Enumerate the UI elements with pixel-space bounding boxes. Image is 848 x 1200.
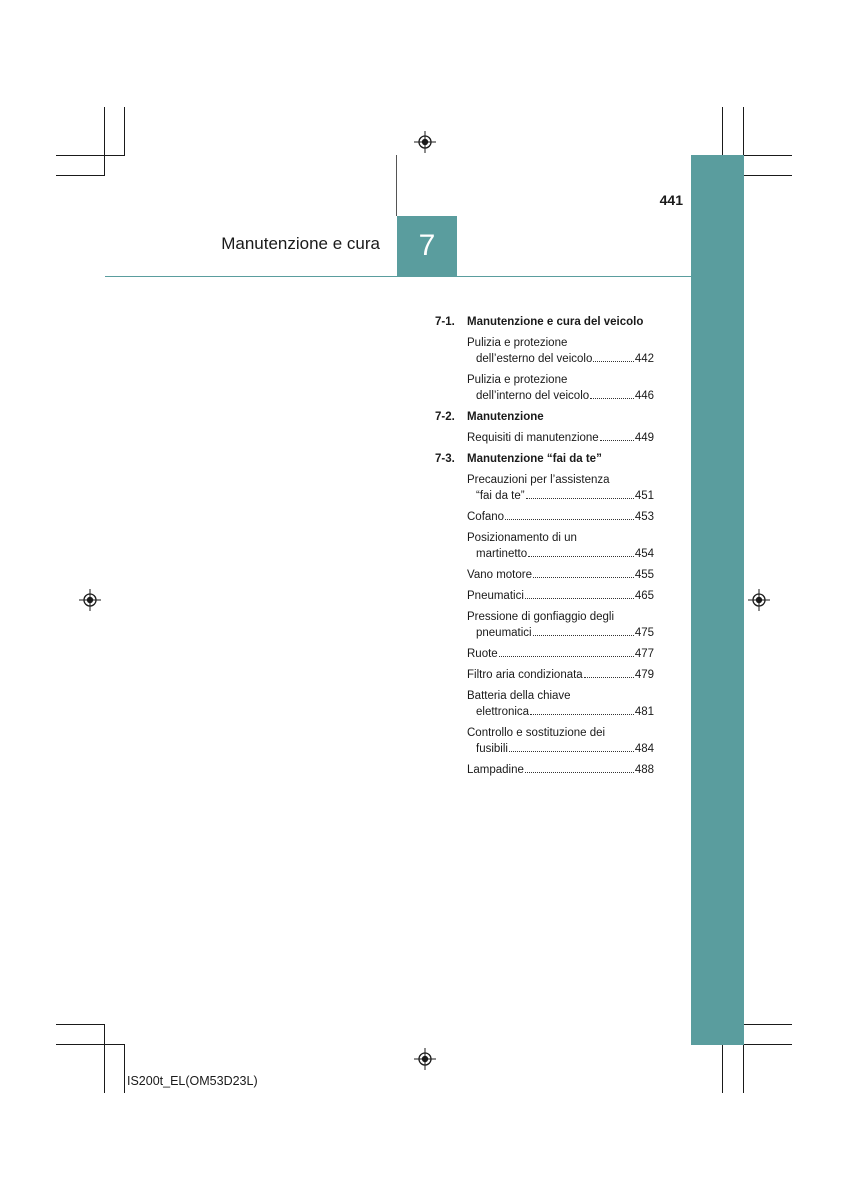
toc-entry-text: Requisiti di manutenzione xyxy=(467,432,599,444)
toc-entry[interactable] xyxy=(467,646,654,662)
crop-mark xyxy=(722,107,723,155)
crop-mark xyxy=(56,155,125,156)
crop-mark xyxy=(743,107,744,155)
toc-entry-text: pneumatici xyxy=(476,627,532,639)
crop-mark xyxy=(743,1044,744,1093)
crop-mark xyxy=(722,1044,723,1093)
toc-entry[interactable] xyxy=(467,372,654,404)
table-of-contents xyxy=(435,314,654,778)
toc-entry-text: Cofano xyxy=(467,511,505,523)
crop-mark xyxy=(104,1024,105,1093)
toc-dot-leader xyxy=(530,714,634,715)
registration-mark-icon xyxy=(414,131,436,153)
toc-entry-text: Precauzioni per l’assistenza xyxy=(467,474,610,486)
toc-entry-text: Batteria della chiave xyxy=(467,690,571,702)
toc-page-number: 451 xyxy=(634,490,654,502)
toc-section-number: 7-3. xyxy=(435,453,455,465)
crop-mark xyxy=(56,1044,125,1045)
toc-page-number: 455 xyxy=(634,569,654,581)
toc-section-number: 7-2. xyxy=(435,411,455,423)
crop-mark xyxy=(743,1044,792,1045)
toc-entry-text: Vano motore xyxy=(467,569,532,581)
toc-section-number: 7-1. xyxy=(435,316,455,328)
toc-page-number: 475 xyxy=(634,627,654,639)
toc-page-number: 446 xyxy=(634,390,654,402)
toc-page-number: 477 xyxy=(634,648,654,660)
toc-entry-text: dell’esterno del veicolo xyxy=(476,353,593,365)
crop-mark xyxy=(743,175,792,176)
chapter-number-box: 7 xyxy=(397,216,457,276)
toc-dot-leader xyxy=(584,677,634,678)
toc-entry-text: Lampadine xyxy=(467,764,524,776)
crop-mark xyxy=(124,107,125,155)
toc-page-number: 481 xyxy=(634,706,654,718)
toc-page-number: 488 xyxy=(634,764,654,776)
registration-mark-icon xyxy=(748,589,770,611)
toc-page-number: 454 xyxy=(634,548,654,560)
toc-entry-text: Pulizia e protezione xyxy=(467,374,568,386)
toc-entry-text: elettronica xyxy=(476,706,530,718)
toc-entry-text: Filtro aria condizionata xyxy=(467,669,583,681)
toc-entry[interactable] xyxy=(467,567,654,583)
crop-mark xyxy=(743,155,792,156)
toc-dot-leader xyxy=(528,556,634,557)
footer-document-code: IS200t_EL(OM53D23L) xyxy=(127,1074,258,1088)
toc-dot-leader xyxy=(509,751,634,752)
toc-entry-text: Ruote xyxy=(467,648,498,660)
toc-page-number: 465 xyxy=(634,590,654,602)
toc-entry[interactable] xyxy=(467,609,654,641)
toc-entry-text: martinetto xyxy=(476,548,528,560)
toc-page-number: 442 xyxy=(634,353,654,365)
toc-dot-leader xyxy=(600,440,634,441)
header-rule xyxy=(105,276,691,277)
toc-dot-leader xyxy=(590,398,634,399)
toc-entry[interactable] xyxy=(467,509,654,525)
toc-entry-text: dell’interno del veicolo xyxy=(476,390,590,402)
toc-entry-text: “fai da te” xyxy=(476,490,525,502)
toc-section-title: Manutenzione e cura del veicolo xyxy=(467,316,644,328)
toc-section-heading xyxy=(435,314,654,330)
toc-entry-text: Pulizia e protezione xyxy=(467,337,568,349)
toc-entry[interactable] xyxy=(467,588,654,604)
toc-page-number: 449 xyxy=(634,432,654,444)
toc-dot-leader xyxy=(526,498,634,499)
toc-page-number: 453 xyxy=(634,511,654,523)
toc-dot-leader xyxy=(525,772,634,773)
toc-dot-leader xyxy=(505,519,634,520)
crop-mark xyxy=(56,1024,105,1025)
toc-entry[interactable] xyxy=(467,335,654,367)
toc-dot-leader xyxy=(533,577,634,578)
toc-section-heading xyxy=(435,451,654,467)
toc-entry[interactable] xyxy=(467,762,654,778)
crop-mark xyxy=(124,1044,125,1093)
crop-mark xyxy=(104,107,105,175)
toc-entry-text: Posizionamento di un xyxy=(467,532,577,544)
registration-mark-icon xyxy=(79,589,101,611)
toc-section-heading xyxy=(435,409,654,425)
toc-entry[interactable] xyxy=(467,667,654,683)
toc-entry[interactable] xyxy=(467,530,654,562)
toc-dot-leader xyxy=(593,361,633,362)
crop-mark xyxy=(743,1024,792,1025)
page-number: 441 xyxy=(659,192,683,208)
toc-dot-leader xyxy=(533,635,634,636)
toc-entry[interactable] xyxy=(467,688,654,720)
toc-section-title: Manutenzione “fai da te” xyxy=(467,453,602,465)
chapter-side-tab xyxy=(691,155,744,1045)
toc-entry[interactable] xyxy=(467,430,654,446)
toc-section-title: Manutenzione xyxy=(467,411,544,423)
toc-entry-text: Controllo e sostituzione dei xyxy=(467,727,606,739)
toc-dot-leader xyxy=(525,598,634,599)
crop-mark xyxy=(56,175,105,176)
chapter-title: Manutenzione e cura xyxy=(221,234,380,253)
toc-entry-text: fusibili xyxy=(476,743,508,755)
center-guide-line xyxy=(396,155,397,216)
toc-page-number: 479 xyxy=(634,669,654,681)
toc-entry[interactable] xyxy=(467,472,654,504)
toc-entry[interactable] xyxy=(467,725,654,757)
toc-entry-text: Pneumatici xyxy=(467,590,524,602)
registration-mark-icon xyxy=(414,1048,436,1070)
toc-dot-leader xyxy=(499,656,634,657)
toc-entry-text: Pressione di gonfiaggio degli xyxy=(467,611,615,623)
toc-page-number: 484 xyxy=(634,743,654,755)
